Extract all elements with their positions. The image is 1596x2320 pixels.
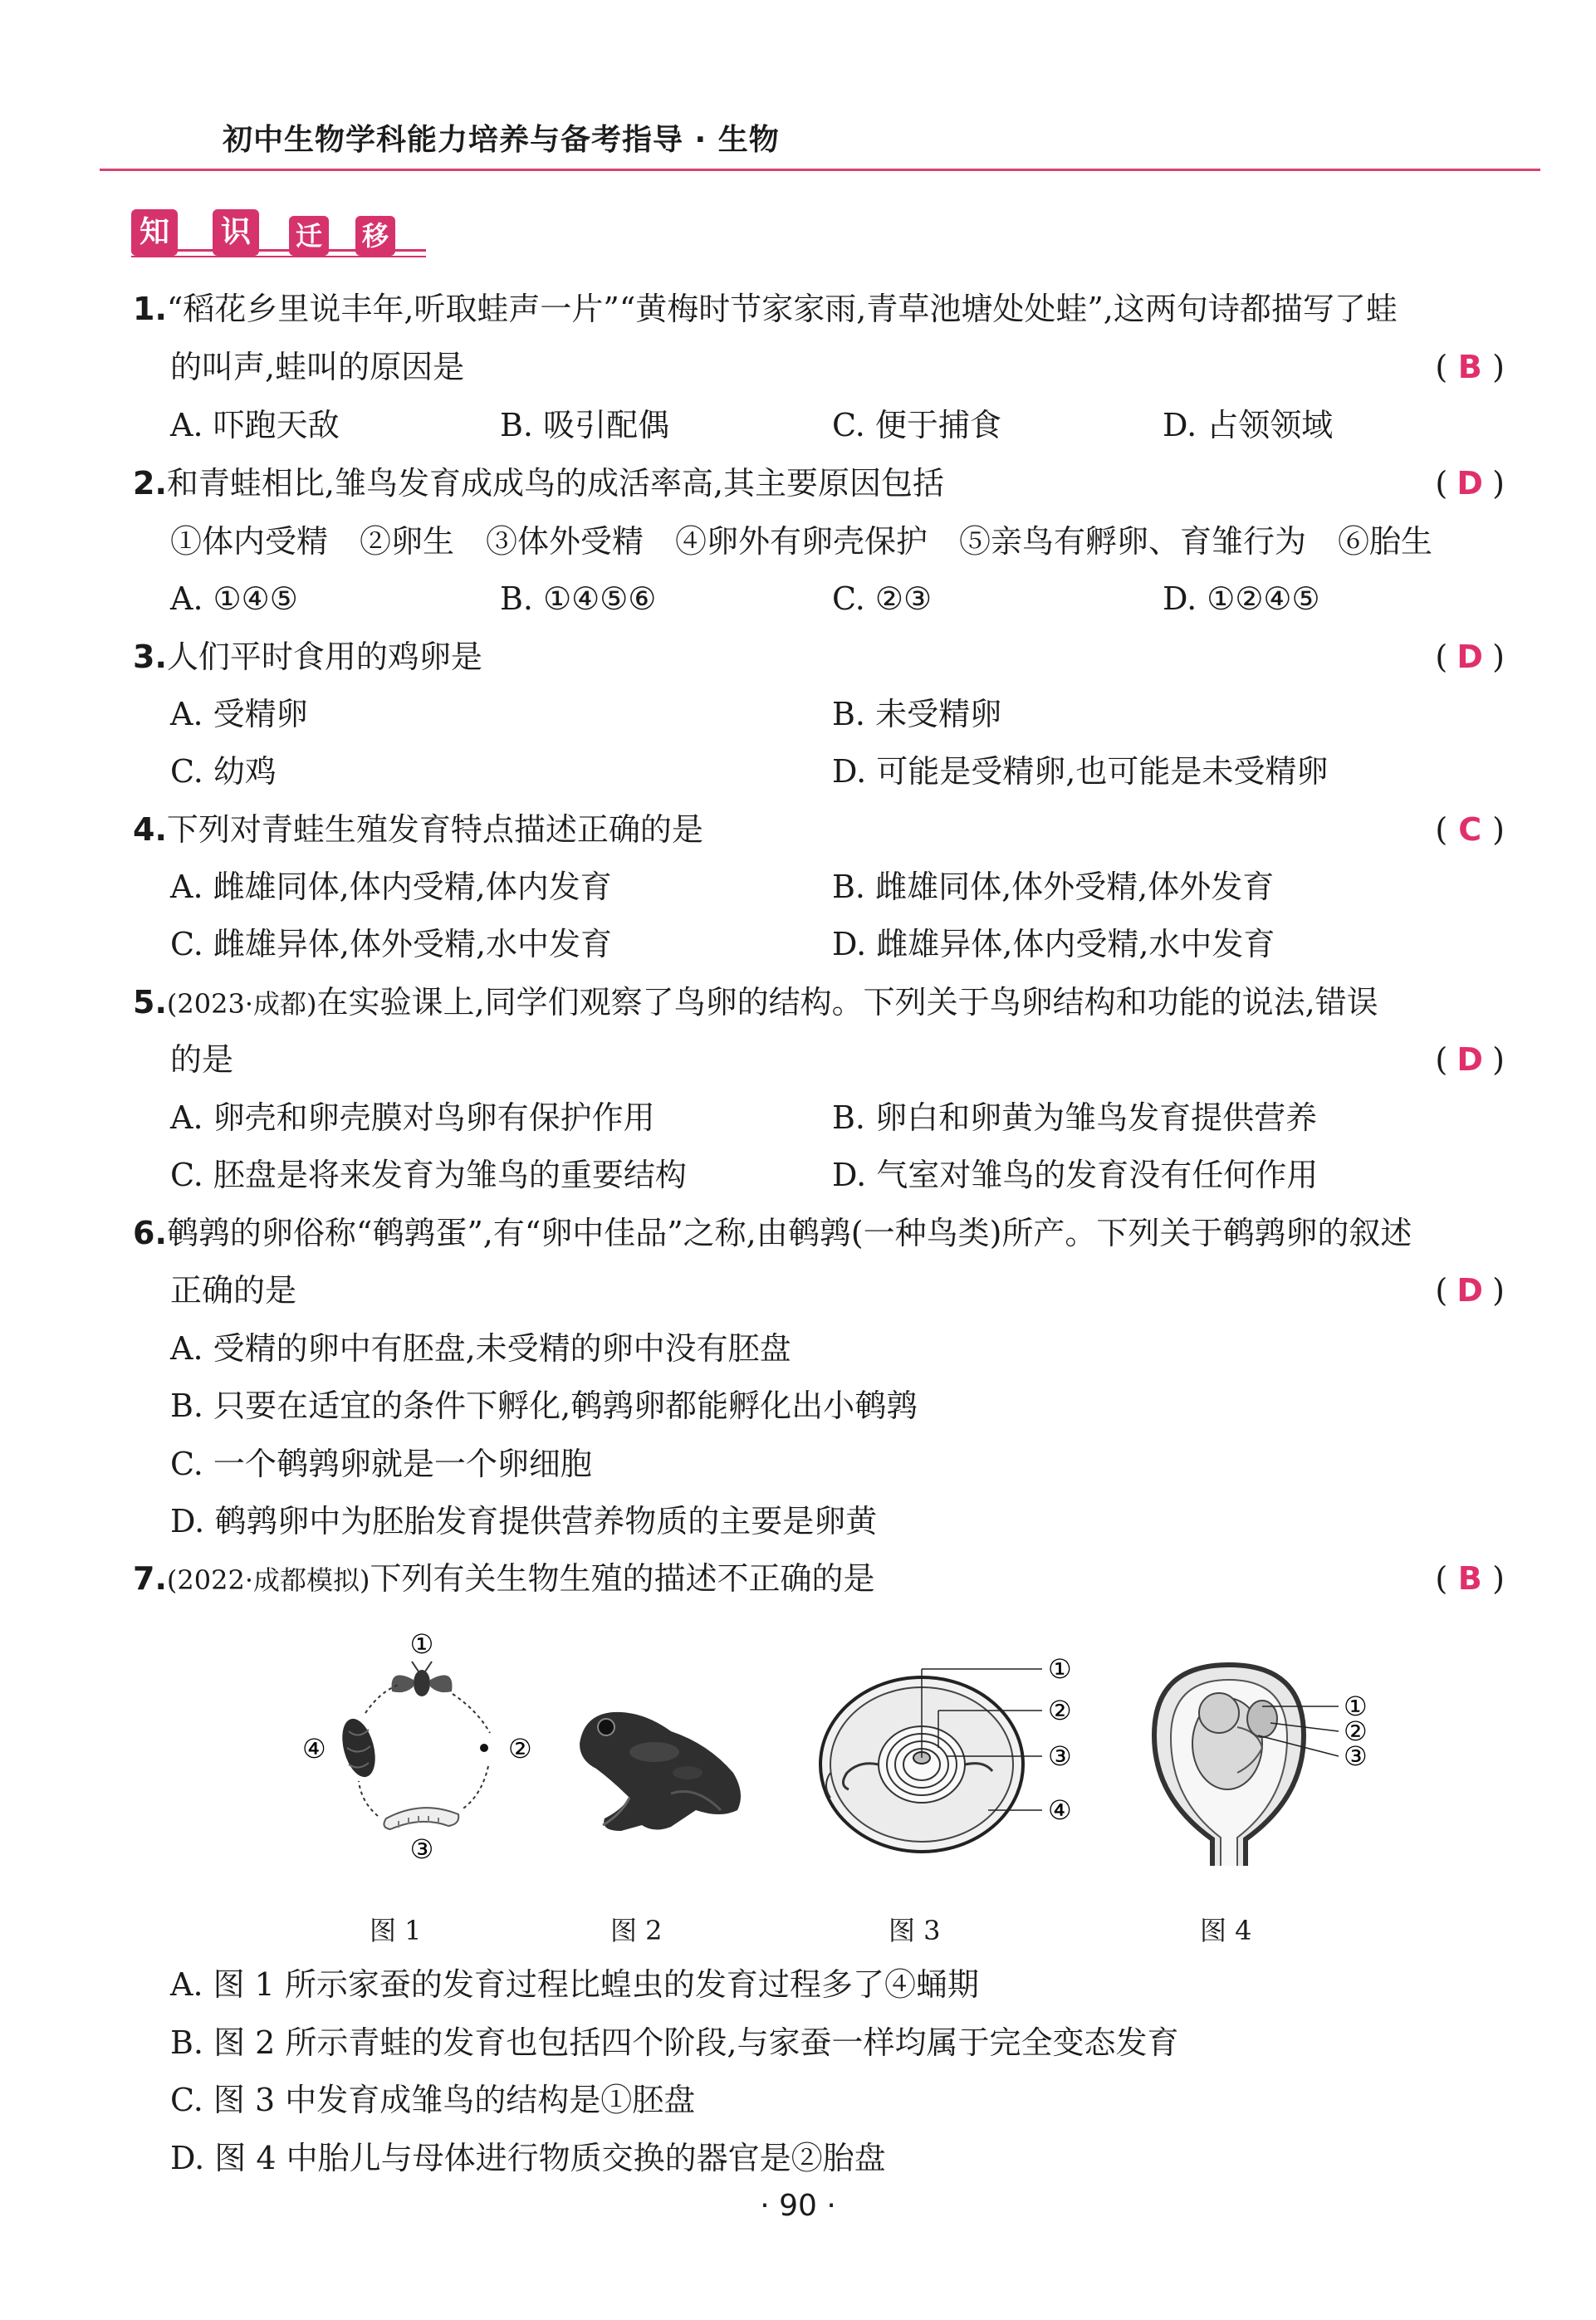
option: D. 占领领域 — [1163, 407, 1334, 443]
figure-2-frog — [563, 1694, 762, 1835]
question-number: 7. — [133, 1560, 167, 1597]
header-divider — [100, 169, 1540, 171]
option: B. 雌雄同体,体外受精,体外发育 — [832, 869, 1275, 905]
stem-text: 下列有关生物生殖的描述不正确的是 — [370, 1560, 875, 1597]
stem-text: “稻花乡里说丰年,听取蛙声一片”“黄梅时节家家雨,青草池塘处处蛙”,这两句诗都描写了蛙 — [166, 291, 1398, 327]
option: C. 图 3 中发育成雏鸟的结构是①胚盘 — [170, 2082, 696, 2118]
larva-icon — [384, 1808, 458, 1829]
option: C. 一个鹌鹑卵就是一个卵细胞 — [170, 1446, 592, 1482]
option: A. 受精的卵中有胚盘,未受精的卵中没有胚盘 — [170, 1330, 791, 1367]
tag-char: 迁 — [289, 216, 329, 256]
figure-caption: 图 4 — [1200, 1915, 1252, 1946]
question-number: 5. — [133, 984, 167, 1021]
stem-text: 和青蛙相比,雏鸟发育成成鸟的成活率高,其主要原因包括 — [166, 465, 945, 502]
question-stem — [133, 1213, 1412, 1253]
answer-bracket: ( C ) — [1435, 811, 1505, 848]
answer-letter: D — [1456, 465, 1483, 502]
option: B. 未受精卵 — [832, 696, 1002, 732]
figure-caption: 图 3 — [889, 1915, 941, 1946]
figure-caption: 图 1 — [370, 1915, 422, 1946]
stem-text: 人们平时食用的鸡卵是 — [166, 639, 482, 675]
option: A. ①④⑤ — [170, 580, 298, 617]
page-header-title: 初中生物学科能力培养与备考指导 · 生物 — [223, 123, 780, 157]
question-number: 1. — [133, 291, 167, 327]
option: C. 便于捕食 — [832, 407, 1001, 443]
fig1-mark-3: ③ — [409, 1833, 434, 1864]
answer-bracket: ( D ) — [1435, 1272, 1505, 1309]
question-number: 6. — [133, 1215, 167, 1251]
option: B. ①④⑤⑥ — [500, 580, 657, 617]
tag-underline-2 — [131, 256, 426, 257]
option: A. 卵壳和卵壳膜对鸟卵有保护作用 — [170, 1099, 655, 1136]
option: D. ①②④⑤ — [1163, 580, 1320, 617]
question-stem — [133, 982, 1378, 1024]
fig3-mark-4: ④ — [1048, 1794, 1072, 1826]
figure-caption: 图 2 — [610, 1915, 663, 1946]
tag-char: 移 — [355, 216, 395, 256]
answer-bracket: ( B ) — [1435, 1560, 1505, 1597]
question-source: (2023·成都) — [166, 988, 317, 1020]
answer-letter: D — [1456, 1272, 1483, 1309]
tag-char: 知 — [131, 209, 178, 256]
answer-letter: D — [1456, 1041, 1483, 1078]
option: C. 胚盘是将来发育为雏鸟的重要结构 — [170, 1157, 687, 1193]
fig1-mark-1: ① — [409, 1628, 434, 1660]
option: A. 图 1 所示家蚕的发育过程比蝗虫的发育过程多了④蛹期 — [170, 1966, 979, 2003]
option: D. 雌雄异体,体内受精,水中发育 — [832, 926, 1275, 962]
statement-items: ①体内受精 ②卵生 ③体外受精 ④卵外有卵壳保护 ⑤亲鸟有孵卵、育雏行为 ⑥胎生 — [170, 523, 1433, 560]
answer-letter: D — [1456, 639, 1483, 675]
option: D. 图 4 中胎儿与母体进行物质交换的器官是②胎盘 — [170, 2140, 886, 2176]
fig4-mark-1: ① — [1344, 1691, 1368, 1722]
stem-text: 的是 — [170, 1041, 234, 1078]
answer-bracket: ( D ) — [1435, 465, 1505, 502]
option: D. 鹌鹑卵中为胚胎发育提供营养物质的主要是卵黄 — [170, 1503, 878, 1539]
fig1-mark-2: ② — [508, 1733, 532, 1764]
stem-text: 下列对青蛙生殖发育特点描述正确的是 — [166, 811, 703, 848]
figure-1-silkworm-cycle — [282, 1623, 556, 1864]
answer-letter: B — [1457, 1560, 1482, 1597]
option: A. 吓跑天敌 — [170, 407, 340, 443]
option: C. ②③ — [832, 580, 933, 617]
question-source: (2022·成都模拟) — [166, 1564, 370, 1596]
egg-dot — [480, 1744, 488, 1752]
question-number: 4. — [133, 811, 167, 848]
option: D. 气室对雏鸟的发育没有任何作用 — [832, 1157, 1319, 1193]
question-stem — [133, 289, 1398, 329]
stem-text: 的叫声,蛙叫的原因是 — [170, 349, 465, 385]
answer-letter: B — [1457, 349, 1482, 385]
option: A. 受精卵 — [170, 696, 308, 732]
question-stem — [133, 810, 703, 849]
option: B. 图 2 所示青蛙的发育也包括四个阶段,与家蚕一样均属于完全变态发育 — [170, 2024, 1179, 2061]
question-stem — [133, 637, 482, 677]
fig3-mark-2: ② — [1048, 1695, 1072, 1726]
answer-bracket: ( B ) — [1435, 349, 1505, 385]
answer-letter: C — [1458, 811, 1482, 848]
stem-text: 正确的是 — [170, 1272, 297, 1309]
answer-bracket: ( D ) — [1435, 639, 1505, 675]
frog-icon — [580, 1712, 741, 1831]
fig4-mark-3: ③ — [1344, 1740, 1368, 1772]
figure-4-fetus-uterus — [1138, 1648, 1387, 1872]
stem-text: 鹌鹑的卵俗称“鹌鹑蛋”,有“卵中佳品”之称,由鹌鹑(一种鸟类)所产。下列关于鹌鹑卵的叙述 — [166, 1215, 1412, 1251]
option: B. 吸引配偶 — [500, 407, 670, 443]
option: A. 雌雄同体,体内受精,体内发育 — [170, 869, 612, 905]
page-number: · 90 · — [760, 2189, 836, 2223]
question-number: 3. — [133, 639, 167, 675]
option: C. 幼鸡 — [170, 753, 277, 790]
question-stem — [133, 1559, 875, 1600]
answer-bracket: ( D ) — [1435, 1041, 1505, 1078]
option: C. 雌雄异体,体外受精,水中发育 — [170, 926, 613, 962]
moth-icon — [392, 1662, 453, 1696]
stem-text: 在实验课上,同学们观察了鸟卵的结构。下列关于鸟卵结构和功能的说法,错误 — [316, 984, 1378, 1021]
option: D. 可能是受精卵,也可能是未受精卵 — [832, 753, 1329, 790]
fig3-mark-3: ③ — [1048, 1740, 1072, 1772]
pupa-icon — [336, 1716, 380, 1781]
question-stem — [133, 463, 944, 503]
question-number: 2. — [133, 465, 167, 502]
tag-char: 识 — [213, 209, 259, 256]
option: B. 只要在适宜的条件下孵化,鹌鹑卵都能孵化出小鹌鹑 — [170, 1388, 918, 1424]
fig1-mark-4: ④ — [302, 1733, 326, 1764]
figure-3-egg-structure — [814, 1648, 1096, 1864]
fig3-mark-1: ① — [1048, 1653, 1072, 1685]
option: B. 卵白和卵黄为雏鸟发育提供营养 — [832, 1099, 1318, 1136]
fig4-mark-2: ② — [1344, 1716, 1368, 1747]
